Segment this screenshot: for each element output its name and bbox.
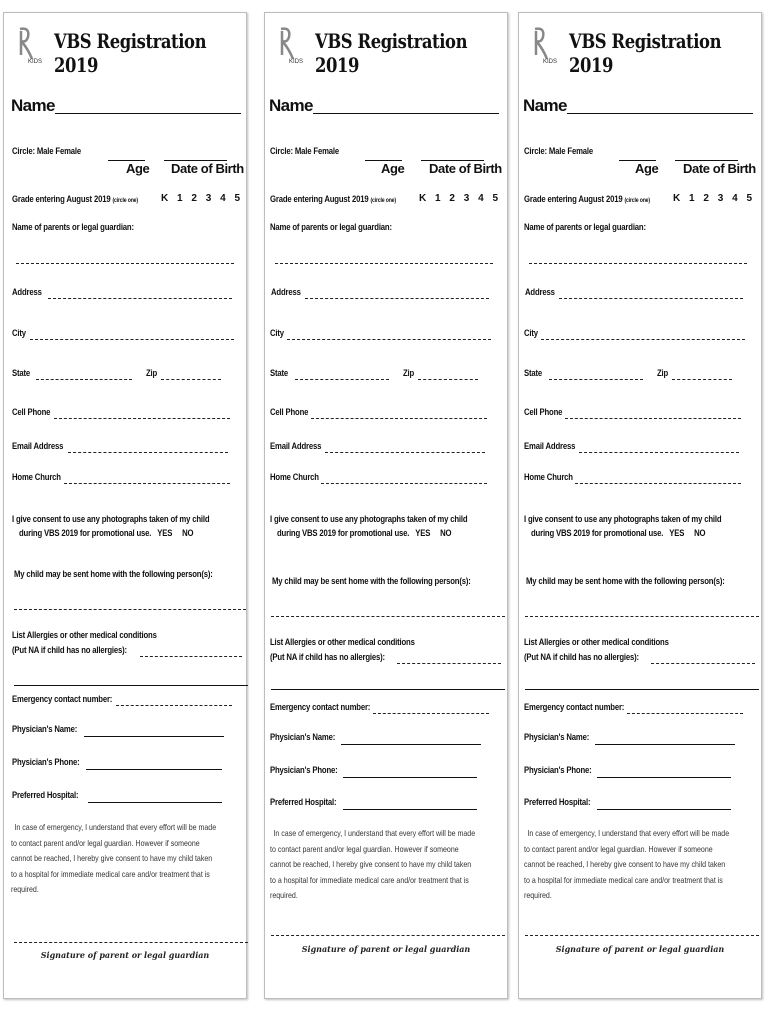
registration-form-3 bbox=[518, 12, 762, 999]
cell-phone-label: Cell Phone bbox=[270, 407, 309, 417]
parents-label: Name of parents or legal guardian: bbox=[12, 222, 134, 232]
home-church-field[interactable] bbox=[575, 483, 741, 484]
photo-consent-line2: during VBS 2019 for promotional use. YES NO bbox=[531, 528, 706, 538]
grade-option[interactable]: 2 bbox=[703, 193, 709, 204]
grade-option[interactable]: 5 bbox=[746, 193, 752, 204]
name-field[interactable] bbox=[55, 99, 241, 114]
email-field[interactable] bbox=[68, 452, 228, 453]
physician-phone-label: Physician's Phone: bbox=[270, 765, 338, 775]
allergies-field[interactable] bbox=[397, 663, 501, 664]
form-title: VBS Registration 2019 bbox=[569, 29, 722, 77]
male-option[interactable]: Male bbox=[294, 146, 312, 156]
emergency-label: Emergency contact number: bbox=[12, 694, 113, 704]
age-label: Age bbox=[126, 161, 150, 176]
male-option[interactable]: Male bbox=[36, 146, 54, 156]
signature-label: Signature of parent or legal guardian bbox=[40, 950, 210, 960]
logo-icon bbox=[14, 25, 42, 65]
grade-option[interactable]: K bbox=[673, 193, 681, 204]
state-label: State bbox=[12, 368, 31, 378]
yes-option[interactable]: YES bbox=[415, 528, 431, 538]
allergies-line1: List Allergies or other medical conditions bbox=[524, 637, 669, 647]
physician-name-field[interactable] bbox=[84, 736, 224, 737]
dob-label: Date of Birth bbox=[683, 161, 756, 176]
form-title: VBS Registration 2019 bbox=[315, 29, 468, 77]
allergies-line1: List Allergies or other medical conditions bbox=[270, 637, 415, 647]
emergency-consent-text: In case of emergency, I understand that every effort will be made to contact parent and/or legal guardian. However if someone cannot be reached, I hereby give consent to have my child taken to a hospital for immediate medical care and/or treatment that is required. bbox=[270, 829, 476, 900]
circle-one-note: (circle one) bbox=[624, 198, 650, 204]
parents-label: Name of parents or legal guardian: bbox=[270, 222, 392, 232]
grade-option[interactable]: 1 bbox=[435, 193, 441, 204]
male-option[interactable]: Male bbox=[548, 146, 566, 156]
name-label: Name bbox=[523, 96, 567, 115]
pickup-field[interactable] bbox=[271, 616, 505, 617]
circle-label: Circle: bbox=[12, 146, 35, 156]
allergies-line1: List Allergies or other medical conditions bbox=[12, 630, 157, 640]
signature-line[interactable] bbox=[271, 935, 505, 936]
emergency-consent-text: In case of emergency, I understand that every effort will be made to contact parent and/or legal guardian. However if someone cannot be reached, I hereby give consent to have my child taken to a hospital for immediate medical care and/or treatment that is required. bbox=[524, 829, 730, 900]
photo-consent-line1: I give consent to use any photographs taken of my child bbox=[270, 514, 468, 524]
physician-phone-field[interactable] bbox=[597, 777, 731, 778]
grade-option[interactable]: 5 bbox=[492, 193, 498, 204]
dob-label: Date of Birth bbox=[171, 161, 244, 176]
state-field[interactable] bbox=[36, 379, 132, 380]
pickup-field[interactable] bbox=[14, 609, 246, 610]
female-option[interactable]: Female bbox=[567, 146, 594, 156]
physician-phone-field[interactable] bbox=[343, 777, 477, 778]
svg-text:KIDS: KIDS bbox=[289, 59, 303, 65]
zip-label: Zip bbox=[403, 368, 415, 378]
circle-label: Circle: bbox=[524, 146, 547, 156]
physician-phone-field[interactable] bbox=[86, 769, 222, 770]
allergies-field-extra[interactable] bbox=[525, 689, 759, 690]
no-option[interactable]: NO bbox=[440, 528, 452, 538]
circle-one-note: (circle one) bbox=[370, 198, 396, 204]
address-row bbox=[12, 287, 246, 298]
physician-name-field[interactable] bbox=[341, 744, 481, 745]
photo-consent-line1: I give consent to use any photographs taken of my child bbox=[12, 514, 210, 524]
grade-option[interactable]: K bbox=[419, 193, 427, 204]
emergency-field[interactable] bbox=[116, 705, 232, 706]
pickup-label: My child may be sent home with the following person(s): bbox=[14, 569, 213, 579]
female-option[interactable]: Female bbox=[55, 146, 82, 156]
name-field[interactable] bbox=[313, 99, 499, 114]
grade-option[interactable]: 5 bbox=[234, 193, 240, 204]
allergies-field-extra[interactable] bbox=[271, 689, 505, 690]
address-field[interactable] bbox=[559, 298, 743, 299]
allergies-line2: (Put NA if child has no allergies): bbox=[524, 652, 639, 662]
city-field[interactable] bbox=[541, 339, 745, 340]
yes-option[interactable]: YES bbox=[669, 528, 685, 538]
form-header bbox=[271, 23, 507, 77]
signature-line[interactable] bbox=[525, 935, 759, 936]
hospital-label: Preferred Hospital: bbox=[524, 797, 591, 807]
pickup-field[interactable] bbox=[525, 616, 759, 617]
emergency-field[interactable] bbox=[627, 713, 743, 714]
grade-option[interactable]: K bbox=[161, 193, 169, 204]
circle-label: Circle: bbox=[270, 146, 293, 156]
email-label: Email Address bbox=[270, 441, 322, 451]
signature-label: Signature of parent or legal guardian bbox=[301, 944, 471, 954]
city-field[interactable] bbox=[30, 339, 234, 340]
gender-row bbox=[524, 146, 761, 157]
logo-icon bbox=[529, 25, 557, 65]
cell-phone-label: Cell Phone bbox=[524, 407, 563, 417]
home-church-label: Home Church bbox=[524, 472, 573, 482]
cell-phone-field[interactable] bbox=[54, 418, 230, 419]
address-label: Address bbox=[525, 287, 555, 297]
grade-option[interactable]: 1 bbox=[689, 193, 695, 204]
grade-label: Grade entering August 2019 bbox=[524, 194, 623, 204]
address-row bbox=[271, 287, 507, 298]
parents-label: Name of parents or legal guardian: bbox=[524, 222, 646, 232]
physician-name-label: Physician's Name: bbox=[270, 732, 336, 742]
city-row bbox=[12, 328, 246, 339]
svg-text:KIDS: KIDS bbox=[543, 59, 557, 65]
grade-option[interactable]: 2 bbox=[449, 193, 455, 204]
address-field[interactable] bbox=[48, 298, 232, 299]
age-label: Age bbox=[635, 161, 659, 176]
parents-field[interactable] bbox=[16, 263, 234, 264]
name-row bbox=[269, 96, 507, 115]
name-label: Name bbox=[269, 96, 313, 115]
allergies-field[interactable] bbox=[140, 656, 242, 657]
circle-one-note: (circle one) bbox=[112, 198, 138, 204]
gender-row bbox=[270, 146, 507, 157]
grade-option[interactable]: 4 bbox=[478, 193, 484, 204]
physician-name-label: Physician's Name: bbox=[12, 724, 78, 734]
grade-option[interactable]: 4 bbox=[732, 193, 738, 204]
yes-option[interactable]: YES bbox=[157, 528, 173, 538]
pickup-label: My child may be sent home with the following person(s): bbox=[272, 576, 471, 586]
physician-phone-label: Physician's Phone: bbox=[524, 765, 592, 775]
home-church-field[interactable] bbox=[321, 483, 487, 484]
name-field[interactable] bbox=[567, 99, 753, 114]
hospital-field[interactable] bbox=[343, 809, 477, 810]
emergency-label: Emergency contact number: bbox=[270, 702, 371, 712]
physician-name-field[interactable] bbox=[595, 744, 735, 745]
city-label: City bbox=[12, 328, 26, 338]
email-field[interactable] bbox=[579, 452, 739, 453]
photo-consent-line2: during VBS 2019 for promotional use. YES NO bbox=[19, 528, 194, 538]
home-church-field[interactable] bbox=[64, 483, 230, 484]
state-label: State bbox=[524, 368, 543, 378]
allergies-line2: (Put NA if child has no allergies): bbox=[270, 652, 385, 662]
name-row bbox=[11, 96, 246, 115]
city-field[interactable] bbox=[287, 339, 491, 340]
hospital-label: Preferred Hospital: bbox=[270, 797, 337, 807]
physician-phone-label: Physician's Phone: bbox=[12, 757, 80, 767]
age-label: Age bbox=[381, 161, 405, 176]
city-label: City bbox=[270, 328, 284, 338]
registration-form-1 bbox=[3, 12, 247, 999]
zip-field[interactable] bbox=[161, 379, 221, 380]
address-row bbox=[525, 287, 761, 298]
zip-label: Zip bbox=[657, 368, 669, 378]
allergies-field-extra[interactable] bbox=[14, 685, 248, 686]
address-label: Address bbox=[271, 287, 301, 297]
no-option[interactable]: NO bbox=[182, 528, 194, 538]
photo-consent-line2: during VBS 2019 for promotional use. YES NO bbox=[277, 528, 452, 538]
zip-field[interactable] bbox=[418, 379, 478, 380]
grade-option[interactable]: 2 bbox=[191, 193, 197, 204]
address-label: Address bbox=[12, 287, 42, 297]
home-church-label: Home Church bbox=[270, 472, 319, 482]
signature-line[interactable] bbox=[14, 942, 248, 943]
emergency-consent-text: In case of emergency, I understand that every effort will be made to contact parent and/or legal guardian. However if someone cannot be reached, I hereby give consent to have my child taken to a hospital for immediate medical care and/or treatment that is required. bbox=[11, 823, 217, 894]
svg-text:KIDS: KIDS bbox=[28, 59, 42, 65]
grade-options bbox=[152, 193, 246, 204]
grade-label: Grade entering August 2019 bbox=[12, 194, 111, 204]
female-option[interactable]: Female bbox=[313, 146, 340, 156]
grade-option[interactable]: 4 bbox=[220, 193, 226, 204]
grade-option[interactable]: 3 bbox=[717, 193, 724, 204]
grade-option[interactable]: 3 bbox=[463, 193, 470, 204]
grade-options bbox=[664, 193, 761, 204]
emergency-field[interactable] bbox=[373, 713, 489, 714]
city-label: City bbox=[524, 328, 538, 338]
allergies-field[interactable] bbox=[651, 663, 755, 664]
cell-phone-label: Cell Phone bbox=[12, 407, 51, 417]
email-label: Email Address bbox=[524, 441, 576, 451]
grade-options bbox=[410, 193, 507, 204]
hospital-label: Preferred Hospital: bbox=[12, 790, 79, 800]
zip-field[interactable] bbox=[672, 379, 732, 380]
logo-icon bbox=[275, 25, 303, 65]
state-field[interactable] bbox=[295, 379, 389, 380]
registration-form-2 bbox=[264, 12, 508, 999]
pickup-label: My child may be sent home with the following person(s): bbox=[526, 576, 725, 586]
form-header bbox=[10, 23, 246, 77]
no-option[interactable]: NO bbox=[694, 528, 706, 538]
photo-consent-line1: I give consent to use any photographs taken of my child bbox=[524, 514, 722, 524]
allergies-line2: (Put NA if child has no allergies): bbox=[12, 645, 127, 655]
form-header bbox=[525, 23, 761, 77]
form-title: VBS Registration 2019 bbox=[54, 29, 207, 77]
gender-row bbox=[12, 146, 246, 157]
name-row bbox=[523, 96, 761, 115]
zip-label: Zip bbox=[146, 368, 158, 378]
address-field[interactable] bbox=[305, 298, 489, 299]
grade-label: Grade entering August 2019 bbox=[270, 194, 369, 204]
grade-option[interactable]: 1 bbox=[177, 193, 183, 204]
parents-field[interactable] bbox=[529, 263, 747, 264]
email-label: Email Address bbox=[12, 441, 64, 451]
home-church-label: Home Church bbox=[12, 472, 61, 482]
parents-field[interactable] bbox=[275, 263, 493, 264]
city-row bbox=[524, 328, 761, 339]
state-field[interactable] bbox=[549, 379, 643, 380]
cell-phone-field[interactable] bbox=[311, 418, 487, 419]
hospital-field[interactable] bbox=[597, 809, 731, 810]
hospital-field[interactable] bbox=[88, 802, 222, 803]
physician-name-label: Physician's Name: bbox=[524, 732, 590, 742]
city-row bbox=[270, 328, 507, 339]
emergency-label: Emergency contact number: bbox=[524, 702, 625, 712]
email-field[interactable] bbox=[325, 452, 485, 453]
state-label: State bbox=[270, 368, 289, 378]
grade-option[interactable]: 3 bbox=[205, 193, 212, 204]
cell-phone-field[interactable] bbox=[565, 418, 741, 419]
dob-label: Date of Birth bbox=[429, 161, 502, 176]
name-label: Name bbox=[11, 96, 55, 115]
signature-label: Signature of parent or legal guardian bbox=[555, 944, 725, 954]
